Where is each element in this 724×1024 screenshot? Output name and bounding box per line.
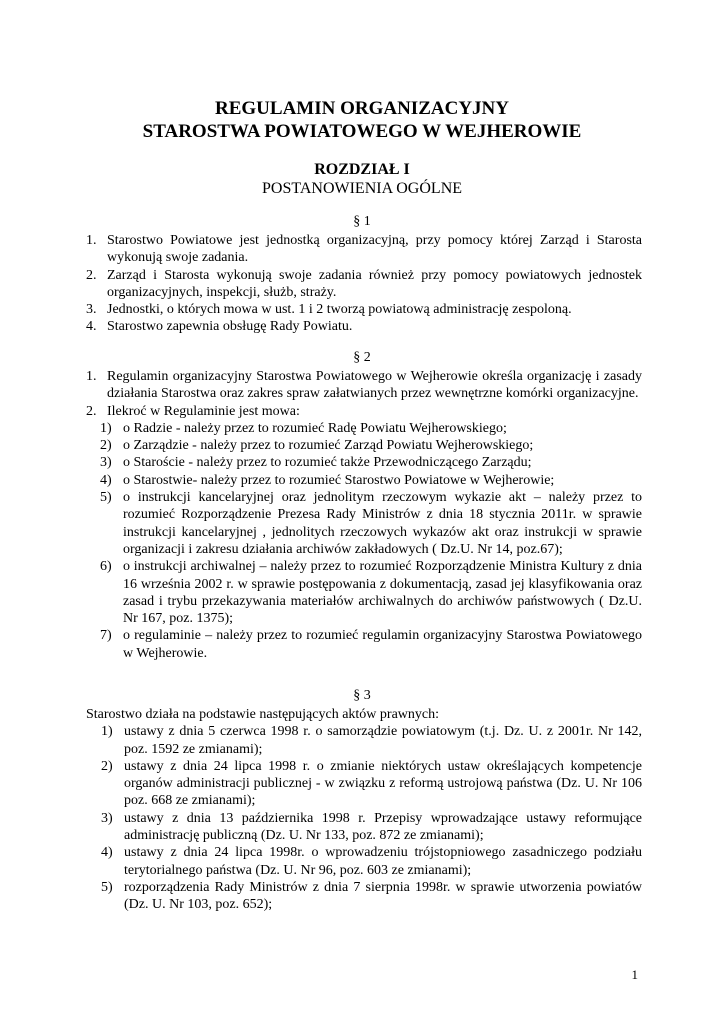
item-text: Jednostki, o których mowa w ust. 1 i 2 tworzą powiatową administrację zespoloną. [107, 302, 572, 318]
sub-item-number: 5) [101, 879, 113, 895]
sub-item-number: 2) [101, 758, 113, 774]
sub-list-item [86, 723, 642, 758]
list-item [86, 232, 642, 267]
sub-item-text: o Zarządzie - należy przez to rozumieć Zarząd Powiatu Wejherowskiego; [123, 438, 534, 454]
item-text: Zarząd i Starosta wykonują swoje zadania również przy pomocy powiatowych jednostek organizacyjnych, inspekcji, służb, straży. [107, 267, 642, 300]
item-number: 2. [86, 403, 97, 419]
sub-item-text: o instrukcji kancelaryjnej oraz jednolitym rzeczowym wykazie akt – należy przez to rozumieć Rozporządzenie Prezesa Rady Ministrów z dnia 18 stycznia 2011r. w sprawie instrukcji kancelaryjnej , jednolitych rzeczowych wykazów akt oraz instrukcji w sprawie organizacji i zakresu działania archiwów zakładowych ( Dz.U. Nr 14, poz.67); [123, 490, 642, 557]
item-number: 3. [86, 302, 97, 318]
sub-list-item [86, 758, 642, 810]
document-title-line-2: STAROSTWA POWIATOWEGO W WEJHEROWIE [142, 121, 582, 142]
sub-list-item [86, 472, 642, 489]
sub-item-text: ustawy z dnia 24 lipca 1998 r. o zmianie niektórych ustaw określających kompetencje organów administracji publicznej - w związku z reformą ustrojową państwa (Dz. U. Nr 106 poz. 668 ze zmianami); [124, 758, 642, 809]
sub-item-text: ustawy z dnia 5 czerwca 1998 r. o samorządzie powiatowym (t.j. Dz. U. z 2001r. Nr 142, poz. 1592 ze zmianami); [124, 724, 642, 757]
section-3-body [86, 706, 642, 914]
sub-item-number: 1) [100, 420, 112, 436]
sub-list-item [86, 844, 642, 879]
list-item [86, 368, 642, 403]
page-number: 1 [631, 967, 638, 982]
sub-list-item [86, 879, 642, 914]
item-number: 2. [86, 267, 97, 283]
sub-list-item [86, 437, 642, 454]
list-item [86, 267, 642, 302]
sub-item-number: 7) [100, 628, 112, 644]
sub-item-text: o Starostwie- należy przez to rozumieć Starostwo Powiatowe w Wejherowie; [123, 472, 555, 488]
sub-list-item [86, 454, 642, 471]
list-item [86, 301, 642, 318]
list-item [86, 318, 642, 335]
item-text: Starostwo zapewnia obsługę Rady Powiatu. [107, 319, 353, 335]
sub-item-text: ustawy z dnia 13 października 1998 r. Przepisy wprowadzające ustawy reformujące administrację publiczną (Dz. U. Nr 133, poz. 872 ze zmianami); [124, 810, 642, 844]
chapter-subtitle: POSTANOWIENIA OGÓLNE [261, 180, 463, 197]
item-number: 4. [86, 319, 97, 335]
sub-item-text: o instrukcji archiwalnej – należy przez to rozumieć Rozporządzenie Ministra Kultury z dnia 16 września 2002 r. w sprawie postępowania z dokumentacją, zasad jej klasyfikowania oraz zasad i trybu przekazywania materiałów archiwalnych do archiwów państwowych ( Dz.U. Nr 167, poz. 1375); [123, 559, 642, 627]
item-text: Ilekroć w Regulaminie jest mowa: [107, 403, 300, 419]
sub-item-number: 5) [100, 490, 112, 506]
list-item [86, 403, 642, 420]
section-2-heading: § 2 [353, 350, 371, 365]
sub-item-text: rozporządzenia Rady Ministrów z dnia 7 sierpnia 1998r. w sprawie utworzenia powiatów (Dz. U. Nr 103, poz. 652); [124, 879, 642, 913]
item-number: 1. [86, 369, 97, 384]
sub-item-text: o Staroście - należy przez to rozumieć także Przewodniczącego Zarządu; [123, 455, 532, 471]
item-number: 1. [86, 233, 97, 248]
sub-item-text: o Radzie - należy przez to rozumieć Radę Powiatu Wejherowskiego; [123, 420, 507, 436]
sub-list-item [86, 558, 642, 627]
sub-item-number: 2) [100, 438, 112, 454]
sub-item-number: 1) [101, 724, 113, 740]
sub-item-text: ustawy z dnia 24 lipca 1998r. o wprowadzeniu trójstopniowego zasadniczego podziału terytorialnego państwa (Dz. U. Nr 96, poz. 603 ze zmianami); [124, 845, 642, 878]
sub-item-text: o regulaminie – należy przez to rozumieć regulamin organizacyjny Starostwa Powiatowego w Wejherowie. [123, 628, 642, 661]
sub-list-item [86, 489, 642, 558]
sub-item-number: 4) [101, 845, 113, 861]
section-3-heading: § 3 [353, 688, 371, 703]
section-1-body [86, 232, 642, 336]
section-1-heading: § 1 [353, 214, 371, 229]
sub-list-item [86, 810, 642, 845]
sub-list-item [86, 420, 642, 437]
sub-item-number: 3) [100, 455, 112, 471]
sub-item-number: 4) [100, 472, 112, 488]
sub-list-item [86, 627, 642, 662]
sub-item-number: 3) [101, 810, 113, 826]
chapter-heading: ROZDZIAŁ I [314, 161, 410, 178]
section-2-body [86, 368, 642, 662]
sub-item-number: 6) [100, 559, 112, 575]
document-title-line-1: REGULAMIN ORGANIZACYJNY [215, 98, 509, 119]
item-text: Regulamin organizacyjny Starostwa Powiatowego w Wejherowie określa organizację i zasady działania Starostwa oraz zakres spraw załatwianych przez wewnętrzne komórki organizacyjne. [107, 369, 642, 402]
item-text: Starostwo Powiatowe jest jednostką organizacyjną, przy pomocy której Zarząd i Starosta wykonują swoje zadania. [107, 233, 642, 266]
section-3-intro: Starostwo działa na podstawie następujących aktów prawnych: [86, 707, 440, 722]
